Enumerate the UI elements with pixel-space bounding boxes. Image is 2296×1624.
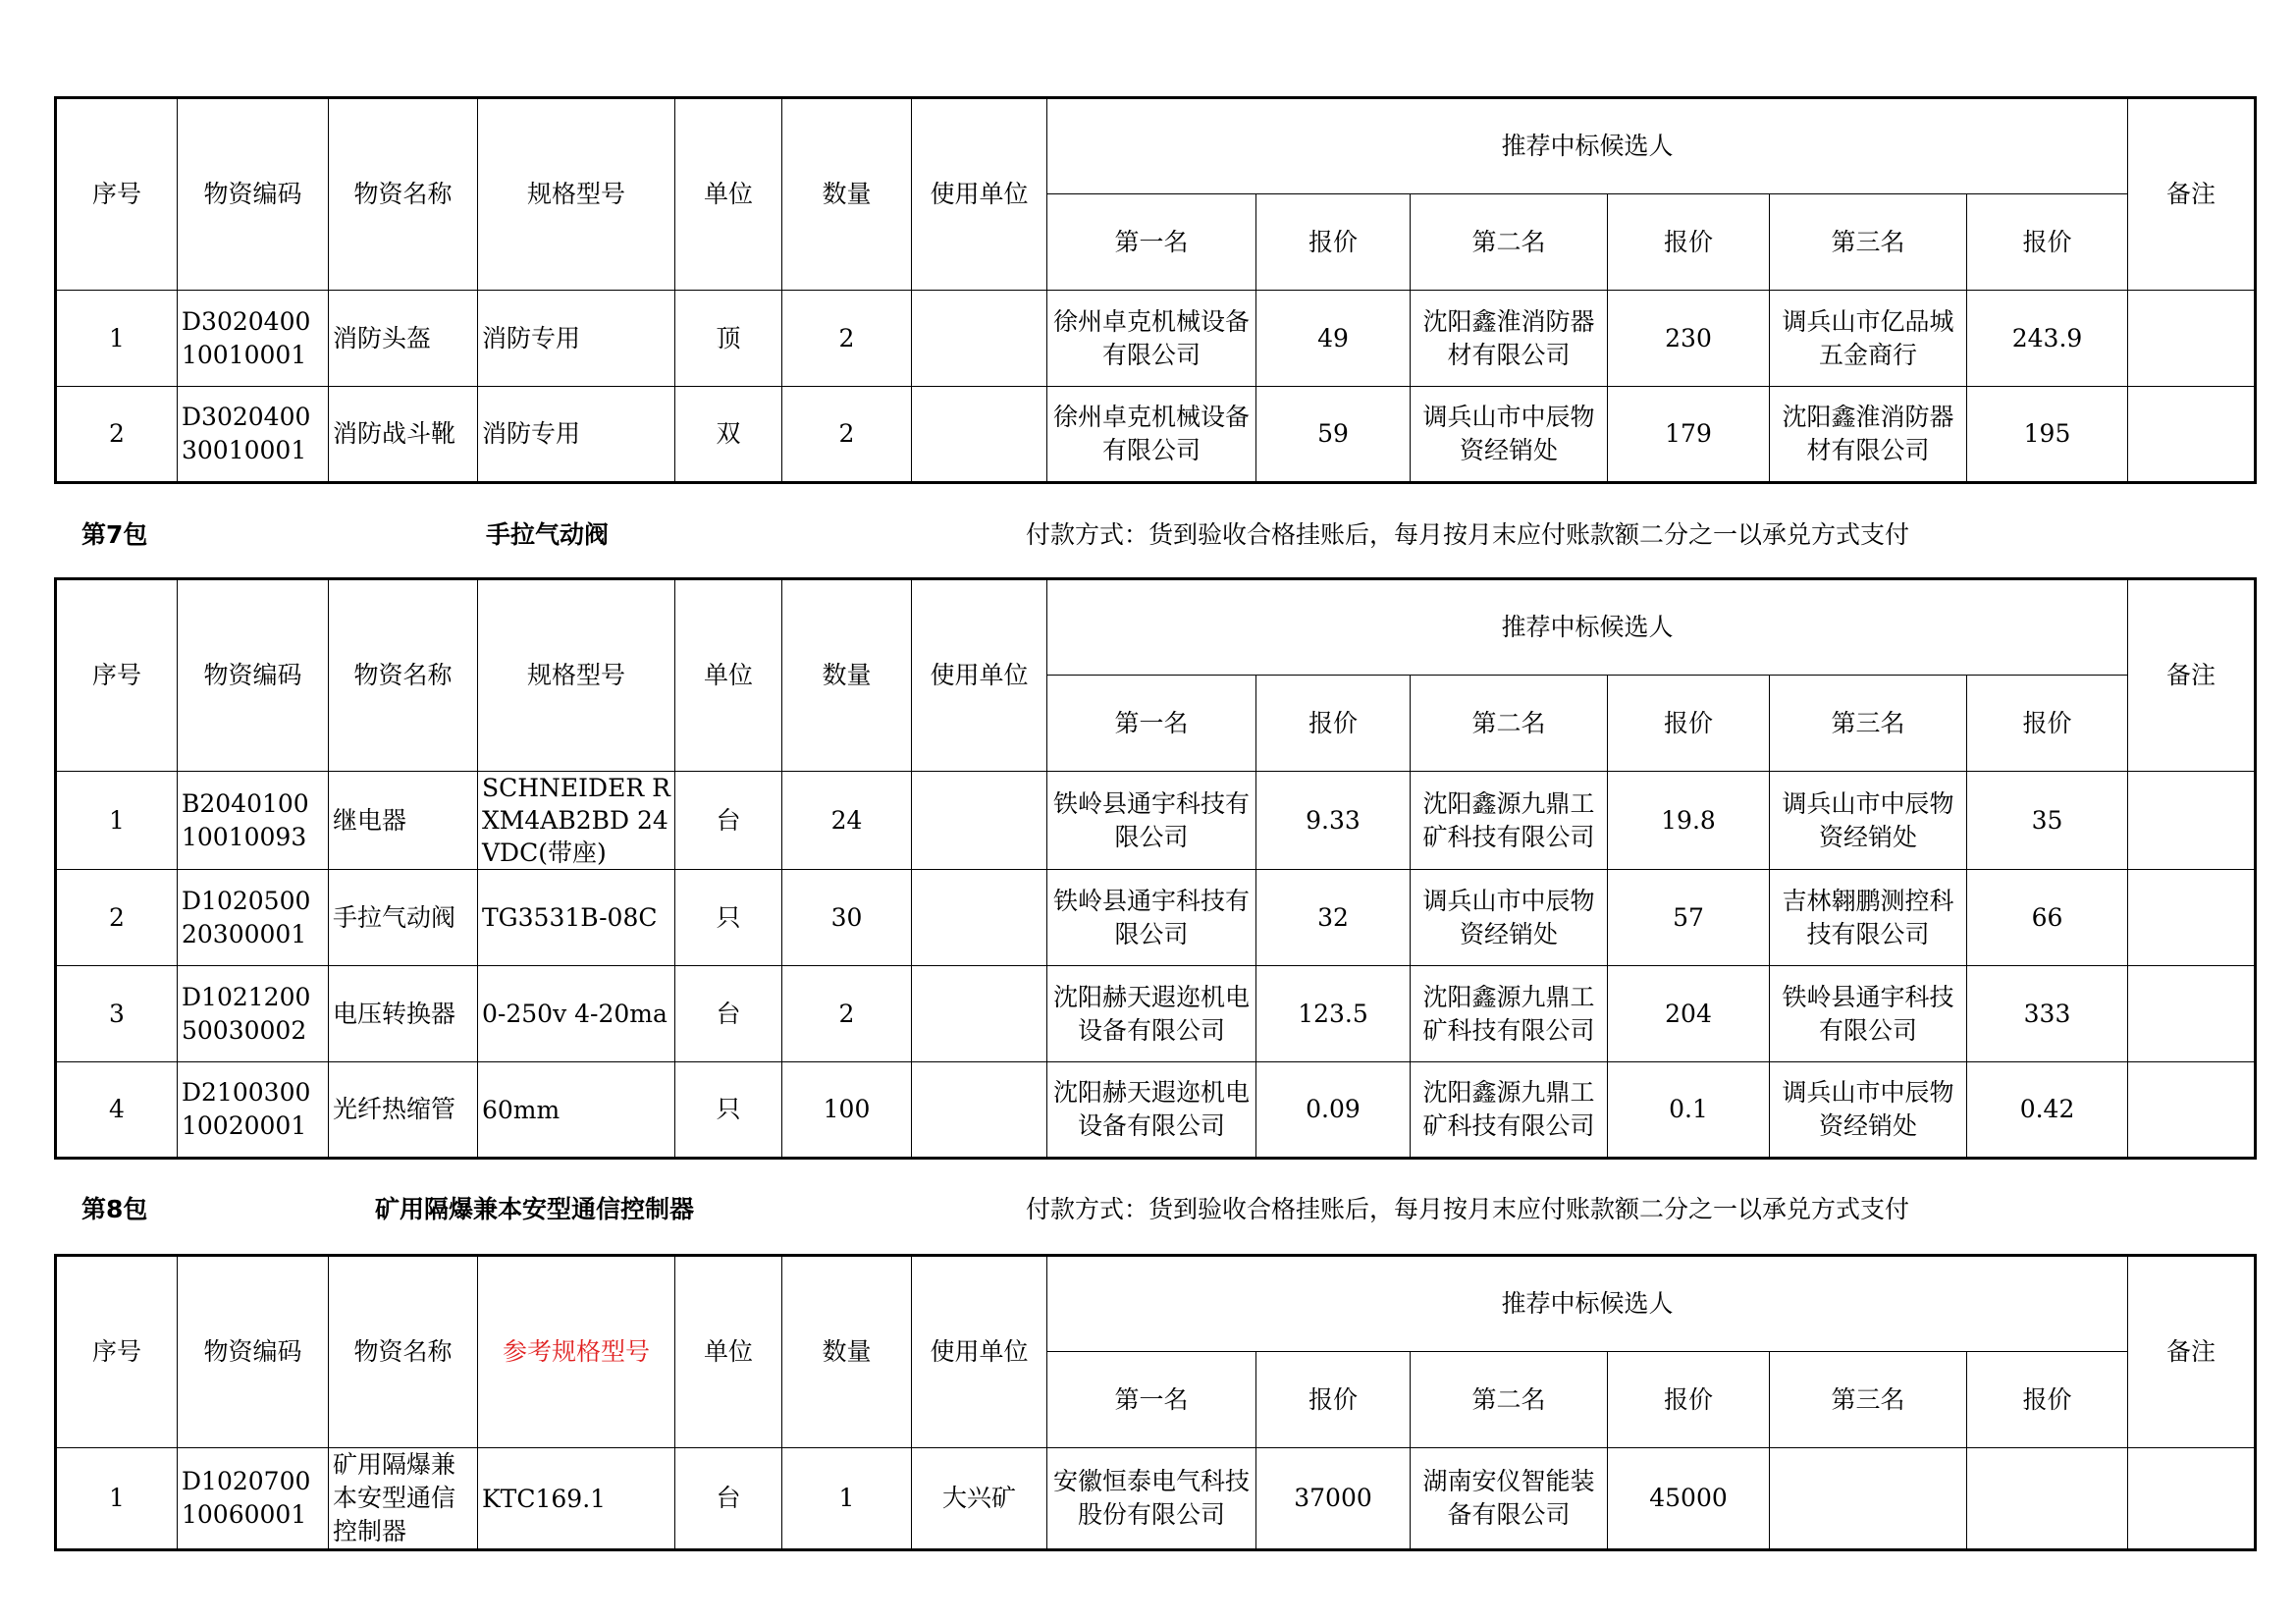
header-price-2: 报价	[1608, 194, 1770, 291]
header-user: 使用单位	[912, 1256, 1047, 1448]
cell-remark	[2128, 966, 2256, 1062]
cell-price-1: 37000	[1256, 1448, 1411, 1550]
header-user: 使用单位	[912, 579, 1047, 772]
cell-name: 电压转换器	[329, 966, 478, 1062]
cell-third	[1770, 1448, 1967, 1550]
header-first: 第一名	[1047, 194, 1256, 291]
package-number: 第8包	[81, 1195, 148, 1223]
header-remark: 备注	[2128, 579, 2256, 772]
cell-price-1: 32	[1256, 870, 1411, 966]
cell-code: D302040010010001	[178, 291, 329, 387]
cell-code: D102120050030002	[178, 966, 329, 1062]
header-second: 第二名	[1411, 194, 1608, 291]
cell-user	[912, 966, 1047, 1062]
cell-price-2: 179	[1608, 387, 1770, 483]
cell-unit: 台	[675, 966, 782, 1062]
cell-remark	[2128, 1448, 2256, 1550]
cell-code: B204010010010093	[178, 772, 329, 870]
cell-first: 铁岭县通宇科技有限公司	[1047, 772, 1256, 870]
cell-second: 沈阳鑫源九鼎工矿科技有限公司	[1411, 966, 1608, 1062]
cell-price-2: 45000	[1608, 1448, 1770, 1550]
cell-third: 铁岭县通宇科技有限公司	[1770, 966, 1967, 1062]
cell-user	[912, 870, 1047, 966]
header-qty: 数量	[782, 579, 912, 772]
cell-first: 徐州卓克机械设备有限公司	[1047, 291, 1256, 387]
table-row	[56, 772, 2256, 870]
cell-second: 调兵山市中辰物资经销处	[1411, 387, 1608, 483]
cell-qty: 2	[782, 966, 912, 1062]
cell-spec: 消防专用	[478, 387, 675, 483]
cell-price-3: 243.9	[1967, 291, 2128, 387]
cell-spec: SCHNEIDER RXM4AB2BD 24VDC(带座)	[478, 772, 675, 870]
cell-name: 手拉气动阀	[329, 870, 478, 966]
cell-price-2: 19.8	[1608, 772, 1770, 870]
cell-price-2: 0.1	[1608, 1062, 1770, 1159]
header-price-2: 报价	[1608, 1352, 1770, 1448]
cell-unit: 台	[675, 1448, 782, 1550]
package-name: 手拉气动阀	[486, 520, 610, 549]
cell-price-1: 123.5	[1256, 966, 1411, 1062]
cell-remark	[2128, 1062, 2256, 1159]
cell-second: 沈阳鑫淮消防器材有限公司	[1411, 291, 1608, 387]
cell-user	[912, 387, 1047, 483]
cell-unit: 只	[675, 870, 782, 966]
header-name: 物资名称	[329, 579, 478, 772]
cell-price-2: 204	[1608, 966, 1770, 1062]
cell-seq: 3	[56, 966, 178, 1062]
cell-seq: 1	[56, 291, 178, 387]
cell-third: 调兵山市中辰物资经销处	[1770, 1062, 1967, 1159]
cell-price-1: 49	[1256, 291, 1411, 387]
cell-user	[912, 1062, 1047, 1159]
header-candidates: 推荐中标候选人	[1047, 1256, 2128, 1352]
cell-seq: 2	[56, 870, 178, 966]
cell-remark	[2128, 772, 2256, 870]
cell-qty: 100	[782, 1062, 912, 1159]
cell-user	[912, 772, 1047, 870]
header-unit: 单位	[675, 579, 782, 772]
header-seq: 序号	[56, 98, 178, 291]
cell-third: 调兵山市亿品城五金商行	[1770, 291, 1967, 387]
header-third: 第三名	[1770, 1352, 1967, 1448]
cell-code: D210030010020001	[178, 1062, 329, 1159]
header-remark: 备注	[2128, 1256, 2256, 1448]
package-name: 矿用隔爆兼本安型通信控制器	[375, 1195, 695, 1223]
cell-remark	[2128, 291, 2256, 387]
cell-spec: 消防专用	[478, 291, 675, 387]
cell-qty: 30	[782, 870, 912, 966]
header-spec-reference: 参考规格型号	[478, 1256, 675, 1448]
table-row	[56, 387, 2256, 483]
materials-table-package-8	[54, 1254, 2257, 1551]
table-row	[56, 870, 2256, 966]
header-price-3: 报价	[1967, 194, 2128, 291]
header-third: 第三名	[1770, 194, 1967, 291]
header-second: 第二名	[1411, 676, 1608, 772]
header-qty: 数量	[782, 98, 912, 291]
cell-unit: 双	[675, 387, 782, 483]
header-unit: 单位	[675, 1256, 782, 1448]
cell-price-1: 59	[1256, 387, 1411, 483]
cell-code: D302040030010001	[178, 387, 329, 483]
cell-unit: 只	[675, 1062, 782, 1159]
header-user: 使用单位	[912, 98, 1047, 291]
header-spec: 规格型号	[478, 98, 675, 291]
cell-price-3: 66	[1967, 870, 2128, 966]
header-price-1: 报价	[1256, 1352, 1411, 1448]
cell-seq: 4	[56, 1062, 178, 1159]
cell-name: 消防头盔	[329, 291, 478, 387]
table-row	[56, 1448, 2256, 1550]
header-price-1: 报价	[1256, 676, 1411, 772]
materials-table-package-7	[54, 577, 2257, 1160]
cell-remark	[2128, 387, 2256, 483]
cell-first: 沈阳赫天遐迩机电设备有限公司	[1047, 966, 1256, 1062]
cell-first: 沈阳赫天遐迩机电设备有限公司	[1047, 1062, 1256, 1159]
cell-qty: 2	[782, 387, 912, 483]
cell-second: 沈阳鑫源九鼎工矿科技有限公司	[1411, 772, 1608, 870]
header-unit: 单位	[675, 98, 782, 291]
cell-code: D102070010060001	[178, 1448, 329, 1550]
cell-user: 大兴矿	[912, 1448, 1047, 1550]
cell-remark	[2128, 870, 2256, 966]
header-candidates: 推荐中标候选人	[1047, 98, 2128, 194]
header-price-3: 报价	[1967, 676, 2128, 772]
cell-spec: 0-250v 4-20ma	[478, 966, 675, 1062]
header-price-3: 报价	[1967, 1352, 2128, 1448]
header-code: 物资编码	[178, 1256, 329, 1448]
cell-price-3	[1967, 1448, 2128, 1550]
cell-price-3: 0.42	[1967, 1062, 2128, 1159]
header-qty: 数量	[782, 1256, 912, 1448]
header-code: 物资编码	[178, 579, 329, 772]
header-seq: 序号	[56, 1256, 178, 1448]
cell-second: 湖南安仪智能装备有限公司	[1411, 1448, 1608, 1550]
cell-first: 安徽恒泰电气科技股份有限公司	[1047, 1448, 1256, 1550]
header-name: 物资名称	[329, 98, 478, 291]
header-price-1: 报价	[1256, 194, 1411, 291]
header-price-2: 报价	[1608, 676, 1770, 772]
header-code: 物资编码	[178, 98, 329, 291]
cell-price-3: 35	[1967, 772, 2128, 870]
cell-name: 继电器	[329, 772, 478, 870]
header-name: 物资名称	[329, 1256, 478, 1448]
cell-seq: 1	[56, 1448, 178, 1550]
cell-price-1: 0.09	[1256, 1062, 1411, 1159]
cell-second: 沈阳鑫源九鼎工矿科技有限公司	[1411, 1062, 1608, 1159]
cell-price-3: 333	[1967, 966, 2128, 1062]
cell-spec: KTC169.1	[478, 1448, 675, 1550]
cell-second: 调兵山市中辰物资经销处	[1411, 870, 1608, 966]
cell-third: 调兵山市中辰物资经销处	[1770, 772, 1967, 870]
header-spec: 规格型号	[478, 579, 675, 772]
cell-price-2: 57	[1608, 870, 1770, 966]
header-candidates: 推荐中标候选人	[1047, 579, 2128, 676]
cell-name: 矿用隔爆兼本安型通信控制器	[329, 1448, 478, 1550]
payment-terms: 付款方式：货到验收合格挂账后，每月按月末应付账款额二分之一以承兑方式支付	[1026, 1195, 1910, 1223]
cell-spec: TG3531B-08C	[478, 870, 675, 966]
table-row	[56, 291, 2256, 387]
cell-spec: 60mm	[478, 1062, 675, 1159]
header-second: 第二名	[1411, 1352, 1608, 1448]
cell-price-1: 9.33	[1256, 772, 1411, 870]
header-remark: 备注	[2128, 98, 2256, 291]
cell-seq: 2	[56, 387, 178, 483]
cell-unit: 台	[675, 772, 782, 870]
cell-name: 消防战斗靴	[329, 387, 478, 483]
header-seq: 序号	[56, 579, 178, 772]
table-row	[56, 1062, 2256, 1159]
materials-table-1	[54, 96, 2257, 484]
header-first: 第一名	[1047, 676, 1256, 772]
cell-third: 吉林翱鹏测控科技有限公司	[1770, 870, 1967, 966]
cell-name: 光纤热缩管	[329, 1062, 478, 1159]
payment-terms: 付款方式：货到验收合格挂账后，每月按月末应付账款额二分之一以承兑方式支付	[1026, 520, 1910, 549]
cell-third: 沈阳鑫淮消防器材有限公司	[1770, 387, 1967, 483]
cell-price-3: 195	[1967, 387, 2128, 483]
cell-seq: 1	[56, 772, 178, 870]
cell-first: 铁岭县通宇科技有限公司	[1047, 870, 1256, 966]
cell-user	[912, 291, 1047, 387]
header-first: 第一名	[1047, 1352, 1256, 1448]
cell-unit: 顶	[675, 291, 782, 387]
table-row	[56, 966, 2256, 1062]
cell-price-2: 230	[1608, 291, 1770, 387]
cell-qty: 2	[782, 291, 912, 387]
cell-qty: 24	[782, 772, 912, 870]
cell-first: 徐州卓克机械设备有限公司	[1047, 387, 1256, 483]
header-third: 第三名	[1770, 676, 1967, 772]
cell-code: D102050020300001	[178, 870, 329, 966]
cell-qty: 1	[782, 1448, 912, 1550]
package-number: 第7包	[81, 520, 148, 549]
